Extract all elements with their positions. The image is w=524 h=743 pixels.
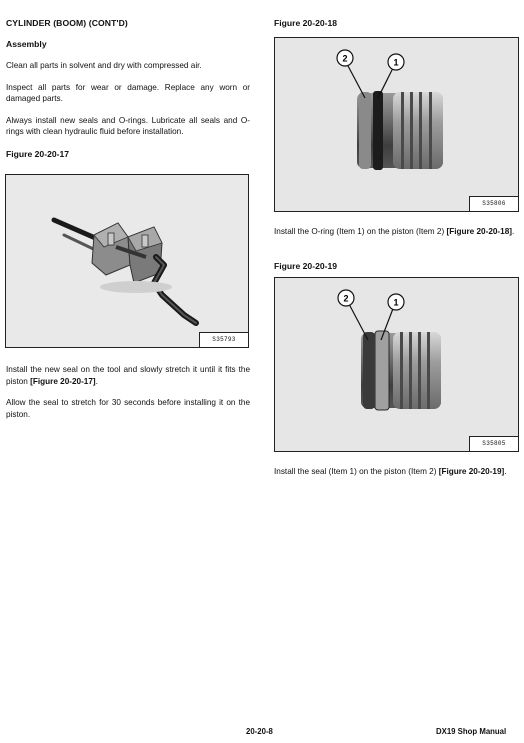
figure-id-18: S35806 <box>469 196 518 211</box>
callout-item-2: 2 <box>342 53 348 64</box>
right-text-2 <box>274 466 520 478</box>
figure-label-18: Figure 20-20-18 <box>274 18 338 28</box>
piston-seal-illustration <box>275 278 518 451</box>
manual-title: DX19 Shop Manual <box>436 727 507 736</box>
left-lower-text <box>6 364 250 420</box>
figure-ref-18: [Figure 20-20-18] <box>446 227 512 236</box>
callout-item-1: 1 <box>393 297 399 308</box>
figure-20-20-19 <box>274 277 519 452</box>
figure-ref-19: [Figure 20-20-19] <box>438 467 505 476</box>
paragraph-seals: Always install new seals and O-rings. Lubricate all seals and O-rings with clean hydraulic fluid before installation. <box>6 115 250 136</box>
callout-item-2: 2 <box>343 293 349 304</box>
figure-ref-17: [Figure 20-20-17] <box>30 376 96 386</box>
figure-label-17: Figure 20-20-17 <box>6 148 70 159</box>
section-subtitle: Assembly <box>6 39 47 49</box>
figure-label-19: Figure 20-20-19 <box>274 261 338 271</box>
paragraph-stretch: Install the new seal on the tool and slowly stretch it until it fits the piston [Figure 20-20-17]. <box>6 365 250 386</box>
right-text-1 <box>274 226 520 238</box>
seal-stretcher-tool-illustration <box>6 175 248 347</box>
piston-oring-illustration <box>275 38 518 211</box>
callout-item-1: 1 <box>393 57 399 68</box>
paragraph-wait: Allow the seal to stretch for 30 seconds before installing it on the piston. <box>6 398 250 419</box>
paragraph-install-oring: Install the O-ring (Item 1) on the piston (Item 2) [Figure 20-20-18]. <box>274 227 515 236</box>
left-column <box>6 18 250 160</box>
paragraph-install-seal: Install the seal (Item 1) on the piston (Item 2) [Figure 20-20-19]. <box>274 467 507 476</box>
figure-id-17: S35793 <box>199 332 248 347</box>
figure-id-19: S35805 <box>469 436 518 451</box>
section-title: CYLINDER (BOOM) (CONT'D) <box>6 18 128 28</box>
paragraph-inspect: Inspect all parts for wear or damage. Replace any worn or damaged parts. <box>6 82 250 103</box>
figure-20-20-17 <box>5 174 249 348</box>
page-number: 20-20-8 <box>246 727 273 736</box>
paragraph-clean: Clean all parts in solvent and dry with compressed air. <box>6 61 202 70</box>
figure-20-20-18 <box>274 37 519 212</box>
